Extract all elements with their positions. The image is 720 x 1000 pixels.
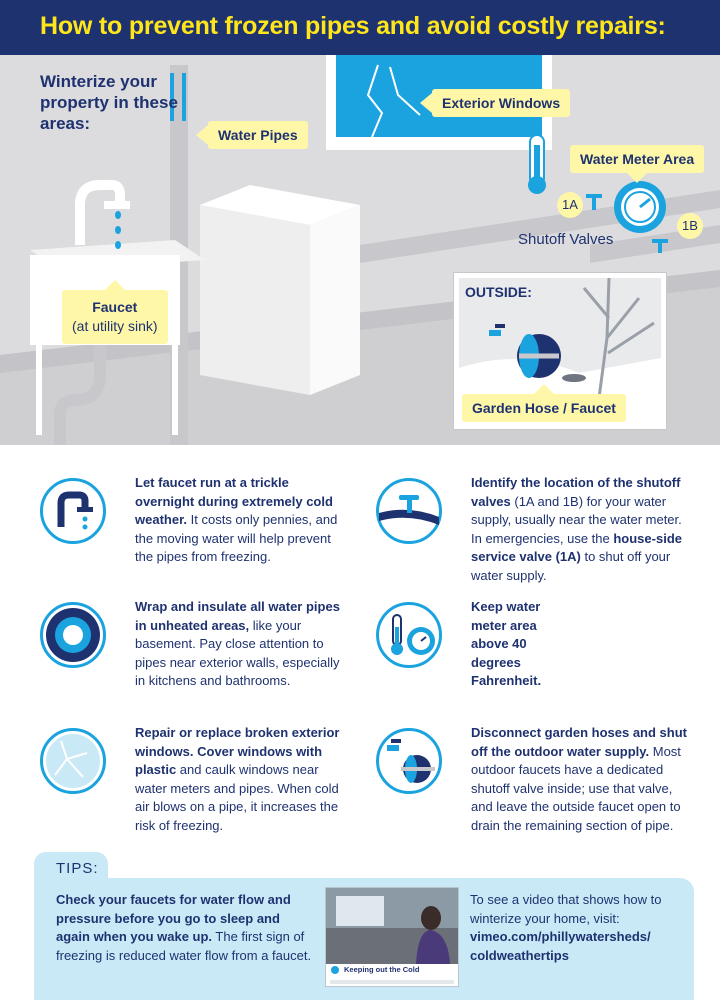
tip-window-text	[135, 724, 350, 835]
tip-faucet-body: It costs only pennies, and the moving water will help prevent the pipes from freezing.	[135, 512, 338, 564]
garden-hose-icon	[376, 728, 442, 794]
thermometer-meter-icon	[376, 602, 442, 668]
exterior-windows-label: Exterior Windows	[432, 89, 570, 117]
video-thumbnail[interactable]	[325, 887, 459, 987]
tip-insulate-text	[135, 598, 350, 691]
faucet-label	[62, 290, 168, 344]
shutoff-valves-label: Shutoff Valves	[518, 231, 614, 248]
tips-check-bold: Check your faucets for water flow and pressure before you go to sleep and again when you wake up.	[56, 892, 291, 944]
outside-label: OUTSIDE:	[465, 284, 532, 300]
tip-hose-text	[471, 724, 696, 835]
broken-window-icon	[40, 728, 106, 794]
badge-1a: 1A	[557, 192, 583, 218]
video-url-line1[interactable]: vimeo.com/phillywatersheds/	[470, 929, 651, 944]
tip-meter-text	[471, 598, 571, 691]
basement-illustration	[0, 55, 720, 445]
badge-1b: 1B	[677, 213, 703, 239]
shutoff-valve-icon	[376, 478, 442, 544]
tips-faucet-check	[56, 891, 316, 965]
video-url-line2[interactable]: coldweathertips	[470, 947, 569, 963]
faucet-label-sub: (at utility sink)	[72, 318, 158, 334]
tip-window-bold: Repair or replace broken exterior windows. Cover windows with plastic	[135, 725, 340, 777]
tips-tab-label: TIPS:	[56, 860, 99, 877]
tip-faucet-bold: Let faucet run at a trickle overnight during extremely cold weather.	[135, 475, 333, 527]
faucet-icon	[40, 478, 106, 544]
water-meter-area-label: Water Meter Area	[570, 145, 704, 173]
faucet-label-title: Faucet	[92, 299, 138, 315]
tip-hose-bold: Disconnect garden hoses and shut off the outdoor water supply.	[471, 725, 687, 759]
tip-shutoff-body-1: (1A and 1B) for your water supply, usually near the water meter. In emergencies, use the	[471, 493, 682, 546]
header-banner	[0, 0, 720, 55]
tip-window-body: and caulk windows near water meters and pipes. When cold air blows on a pipe, it increases the risk of freezing.	[135, 762, 339, 833]
tip-shutoff-text	[471, 474, 696, 585]
video-link-text	[470, 891, 700, 965]
winterize-intro: Winterize your property in these areas:	[40, 72, 178, 133]
garden-hose-label: Garden Hose / Faucet	[462, 394, 626, 422]
tip-insulate-bold: Wrap and insulate all water pipes in unheated areas,	[135, 599, 340, 633]
tip-meter-bold: Keep water meter area above 40 degrees Fahrenheit.	[471, 599, 542, 688]
video-title: Keeping out the Cold	[344, 965, 420, 974]
video-intro: To see a video that shows how to winterize your home, visit:	[470, 892, 662, 926]
page-title: How to prevent frozen pipes and avoid costly repairs:	[40, 12, 666, 40]
tips-check-body: The first sign of freezing is reduced water flow from a faucet.	[56, 929, 312, 963]
tip-hose-body: Most outdoor faucets have a dedicated shutoff valve inside; use that valve, and leave the outside faucet open to drain the remaining section of pipe.	[471, 743, 681, 833]
tip-faucet-text	[135, 474, 350, 567]
tip-shutoff-body-2: to shut off your water supply.	[471, 549, 671, 583]
water-pipes-label: Water Pipes	[208, 121, 308, 149]
tip-shutoff-bold-1: Identify the location of the shutoff valves	[471, 475, 681, 509]
tip-shutoff-bold-2: house-side service valve (1A)	[471, 530, 682, 564]
insulated-pipe-icon	[40, 602, 106, 668]
tip-insulate-body: like your basement. Pay close attention to pipes near exterior walls, especially in kitchens and bathrooms.	[135, 617, 340, 688]
